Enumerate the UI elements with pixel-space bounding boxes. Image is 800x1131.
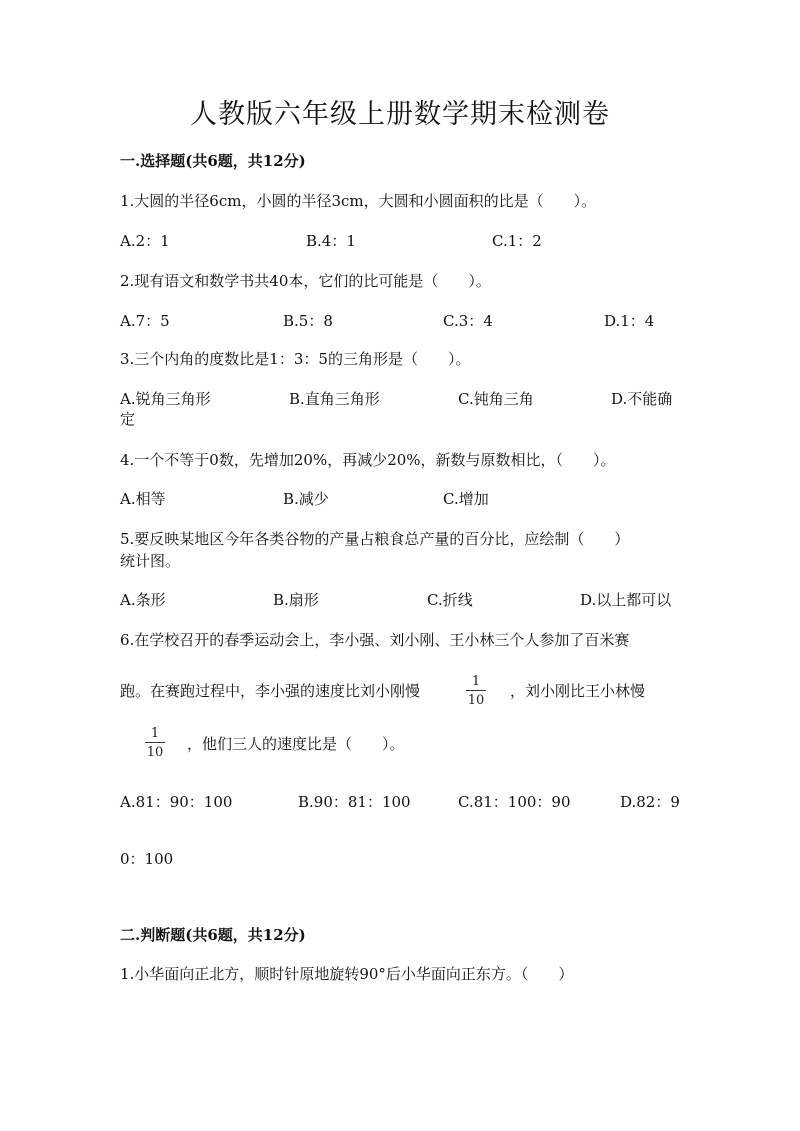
question-3-option-d-wrap: 定 <box>120 410 136 428</box>
fraction-denominator: 10 <box>467 693 485 708</box>
fraction-one-tenth-2 <box>145 727 165 759</box>
question-4-option-b: B.减少 <box>283 490 329 508</box>
section-heading-choice: 一.选择题(共6题，共12分) <box>120 152 306 170</box>
fraction-denominator: 10 <box>146 745 164 760</box>
question-5-option-b: B.扇形 <box>273 591 319 609</box>
question-3-option-b: B.直角三角形 <box>289 390 380 408</box>
question-1-option-a: A.2：1 <box>120 232 170 250</box>
question-5-text-line1: 5.要反映某地区今年各类谷物的产量占粮食总产量的百分比，应绘制（ ） <box>120 530 630 548</box>
question-6-option-d-wrap: 0：100 <box>120 850 174 868</box>
question-3-text: 3.三个内角的度数比是1：3：5的三角形是（ ）。 <box>120 350 471 368</box>
question-3-option-c: C.钝角三角 <box>458 390 534 408</box>
question-6-text-line2b: ，刘小刚比王小林慢 <box>510 682 646 700</box>
question-4-option-c: C.增加 <box>443 490 489 508</box>
question-6-option-b: B.90：81：100 <box>298 793 411 811</box>
question-6-text-line3: ，他们三人的速度比是（ ）。 <box>187 735 405 753</box>
tf-question-1-text: 1.小华面向正北方，顺时针原地旋转90°后小华面向正东方。（ ） <box>120 965 574 983</box>
question-1-option-b: B.4：1 <box>306 232 356 250</box>
question-5-text-line2: 统计图。 <box>120 552 181 570</box>
fraction-numerator: 1 <box>471 674 481 689</box>
question-4-option-a: A.相等 <box>120 490 166 508</box>
fraction-one-tenth-1 <box>466 675 486 707</box>
question-6-text-line2a: 跑。在赛跑过程中，李小强的速度比刘小刚慢 <box>120 682 421 700</box>
question-2-text: 2.现有语文和数学书共40本，它们的比可能是（ ）。 <box>120 272 491 290</box>
question-6-option-a: A.81：90：100 <box>120 793 233 811</box>
question-2-option-b: B.5：8 <box>283 312 333 330</box>
question-5-option-a: A.条形 <box>120 591 166 609</box>
question-4-text: 4.一个不等于0数，先增加20%，再减少20%，新数与原数相比，（ ）。 <box>120 451 616 469</box>
question-5-option-c: C.折线 <box>427 591 473 609</box>
question-6-option-d: D.82：9 <box>620 793 680 811</box>
question-5-option-d: D.以上都可以 <box>580 591 672 609</box>
question-1-option-c: C.1：2 <box>492 232 542 250</box>
question-2-option-a: A.7：5 <box>120 312 170 330</box>
question-6-text-line1: 6.在学校召开的春季运动会上，李小强、刘小刚、王小林三个人参加了百米赛 <box>120 631 630 649</box>
fraction-numerator: 1 <box>150 726 160 741</box>
page-title: 人教版六年级上册数学期末检测卷 <box>190 99 610 130</box>
question-3-option-d: D.不能确 <box>611 390 673 408</box>
question-1-text: 1.大圆的半径6cm，小圆的半径3cm，大圆和小圆面积的比是（ ）。 <box>120 192 597 210</box>
section-heading-true-false: 二.判断题(共6题，共12分) <box>120 926 306 944</box>
question-2-option-d: D.1：4 <box>604 312 655 330</box>
question-3-option-a: A.锐角三角形 <box>120 390 211 408</box>
question-2-option-c: C.3：4 <box>443 312 493 330</box>
question-6-option-c: C.81：100：90 <box>458 793 571 811</box>
